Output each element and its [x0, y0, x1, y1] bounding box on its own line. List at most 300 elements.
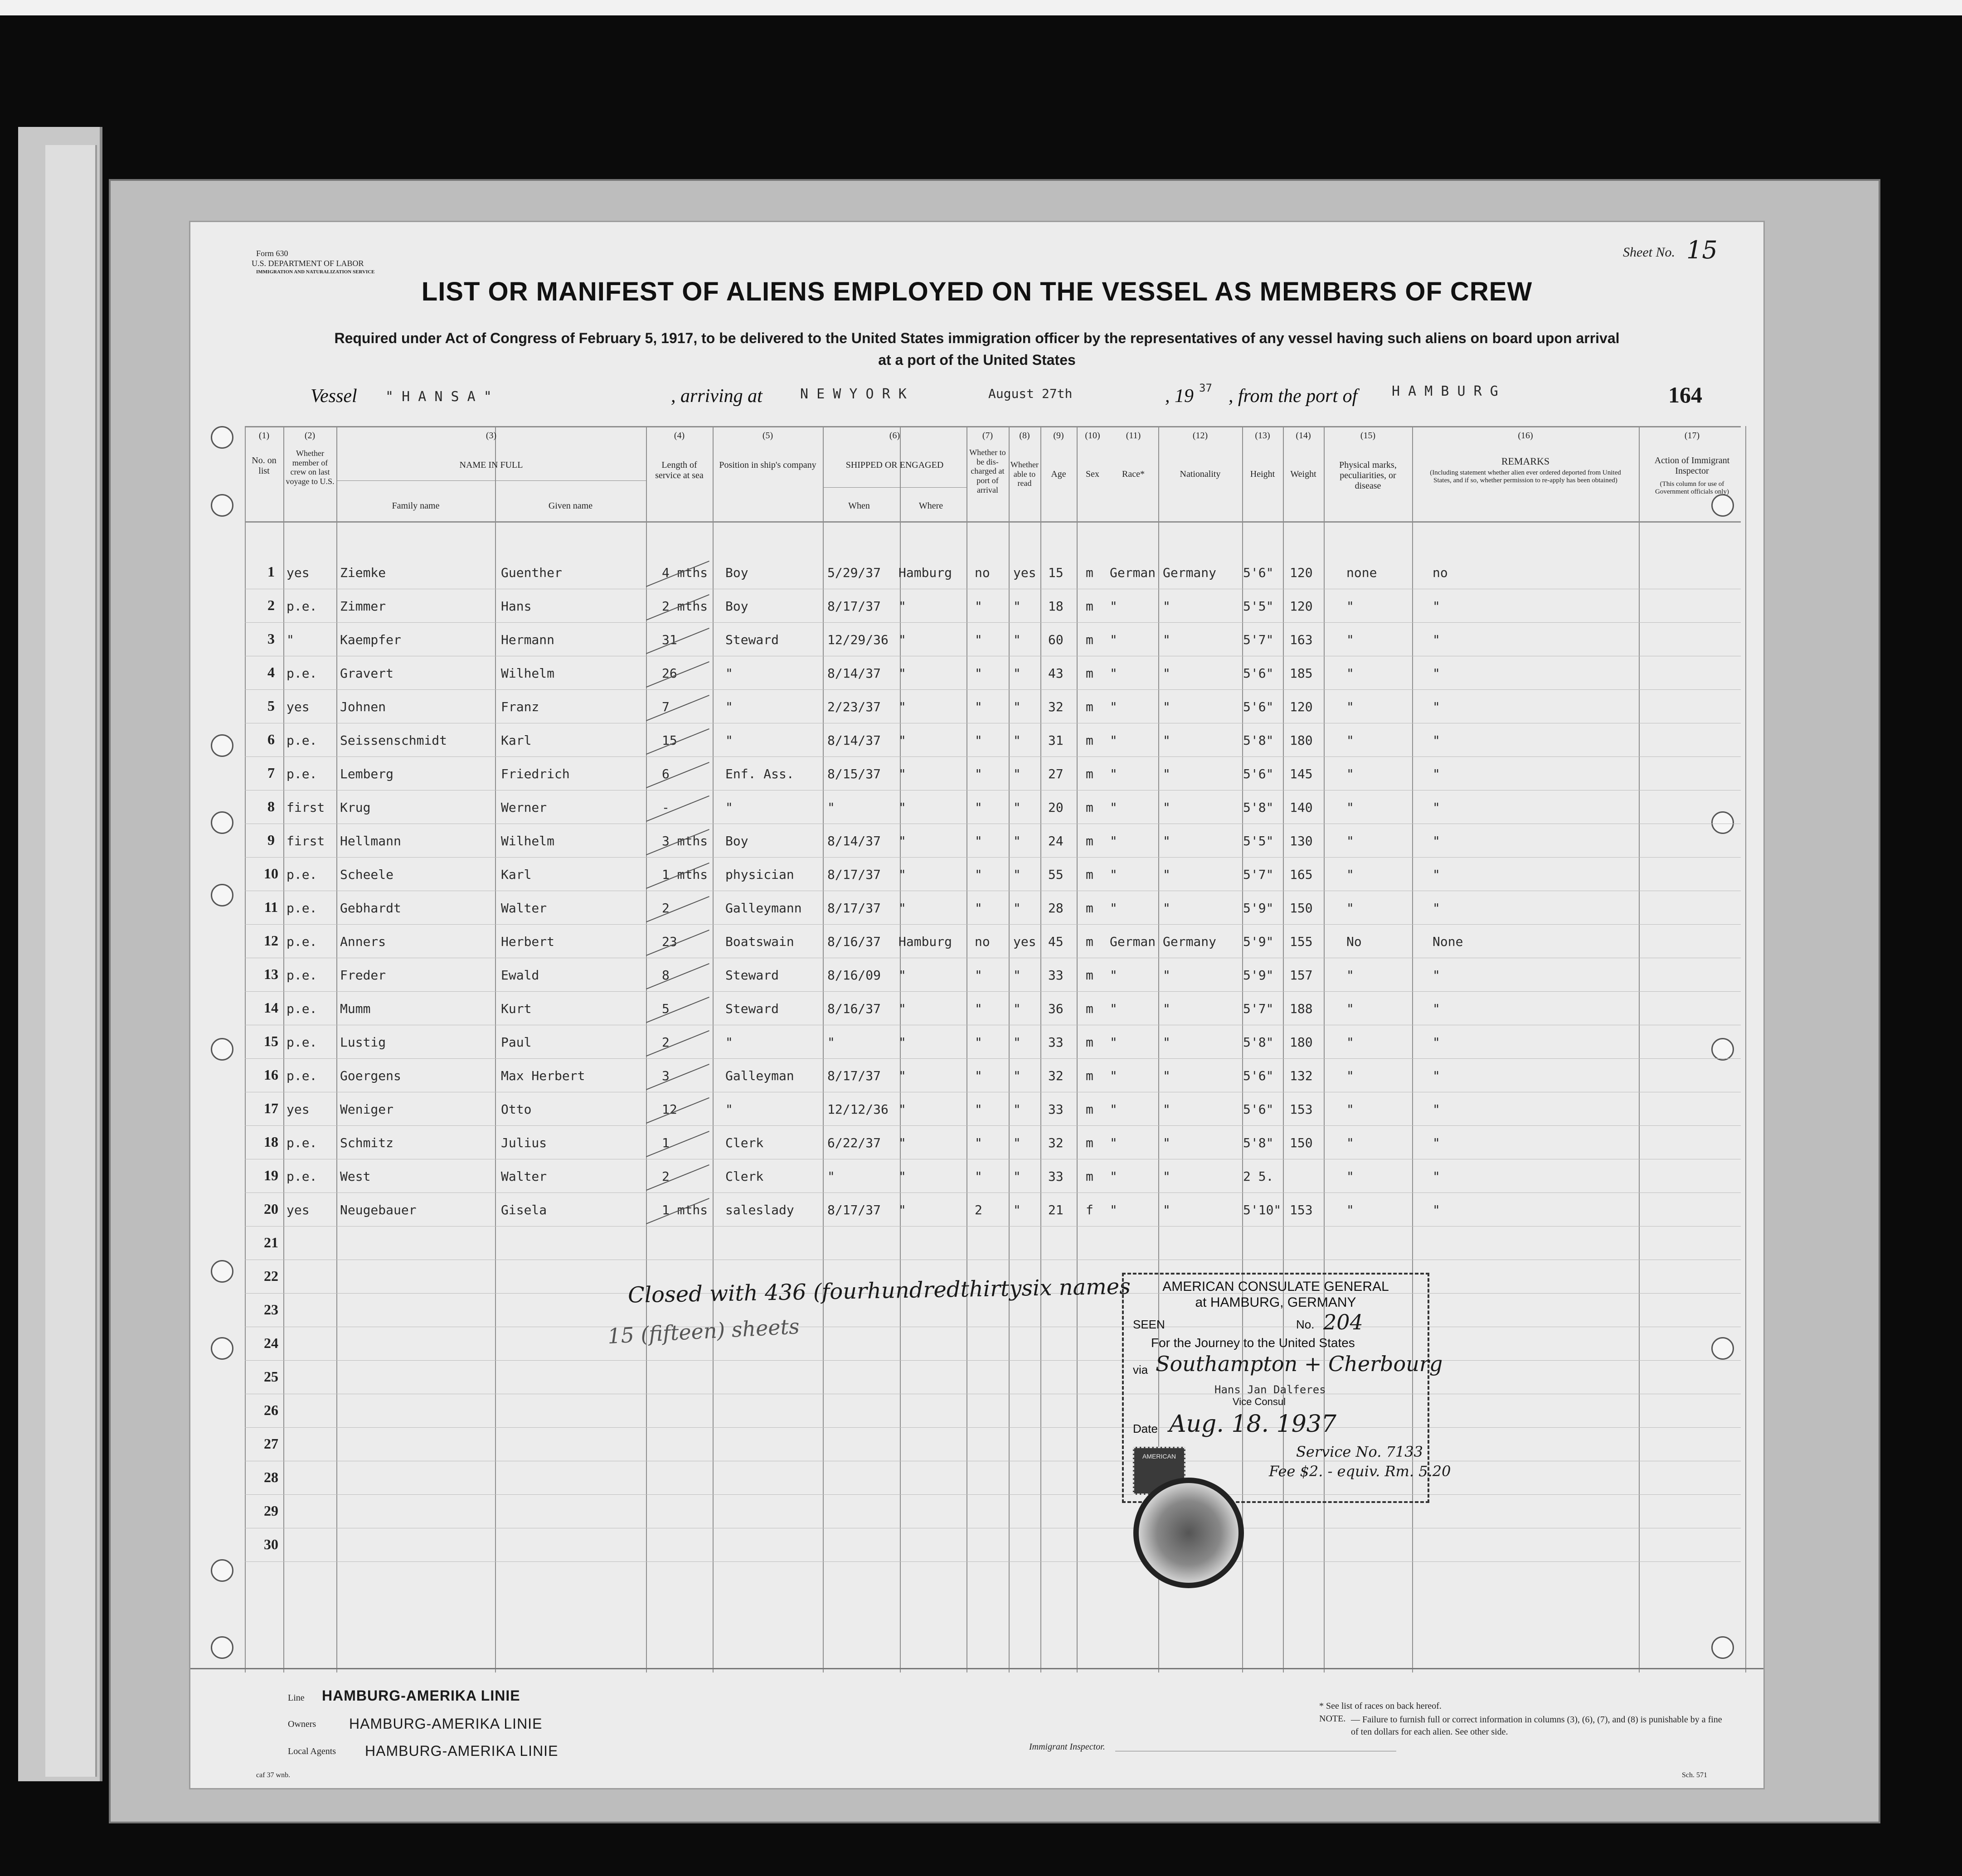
row-number: 1 — [267, 563, 275, 580]
family-name-cell: Neugebauer — [340, 1202, 417, 1217]
height-cell: 2 5. — [1243, 1169, 1274, 1184]
height-cell: 5'6" — [1243, 565, 1274, 580]
physical-cell: " — [1346, 867, 1354, 882]
col-num: (16) — [1518, 431, 1533, 441]
physical-cell: " — [1346, 1001, 1354, 1016]
able-read-cell: " — [1013, 1135, 1021, 1150]
punch-hole — [211, 426, 233, 449]
row-rule — [245, 1192, 1741, 1193]
row-rule — [245, 1360, 1741, 1361]
nationality-cell: " — [1163, 1001, 1170, 1016]
position-cell: Galleymann — [725, 901, 802, 916]
able-read-cell: " — [1013, 1001, 1021, 1016]
remarks-cell: " — [1433, 632, 1440, 647]
shipped-when-cell: 8/15/37 — [827, 766, 881, 781]
sex-cell: m — [1086, 1068, 1093, 1083]
arriving-label: , arriving at — [671, 386, 762, 407]
race-cell: " — [1110, 901, 1117, 916]
table-top-rule — [245, 426, 1741, 427]
family-name-cell: Freder — [340, 968, 386, 983]
shipped-where-cell: " — [898, 1202, 906, 1217]
header-bottom-rule — [245, 521, 1741, 523]
discharged-cell: " — [975, 834, 982, 848]
family-name-cell: Seissenschmidt — [340, 733, 447, 748]
length-service-cell: 3 — [662, 1068, 670, 1083]
race-cell: German — [1110, 565, 1156, 580]
shipped-when-cell: " — [827, 800, 835, 815]
weight-cell: 120 — [1290, 565, 1313, 580]
given-name-cell: Walter — [501, 1169, 547, 1184]
weight-cell: 153 — [1290, 1102, 1313, 1117]
tally-stroke — [646, 695, 709, 721]
tally-stroke — [646, 1064, 709, 1090]
nationality-cell: " — [1163, 733, 1170, 748]
able-read-cell: yes — [1013, 934, 1036, 949]
col-num: (17) — [1684, 431, 1700, 441]
col-rule — [1077, 426, 1078, 1672]
height-cell: 5'6" — [1243, 1068, 1274, 1083]
punch-hole — [211, 884, 233, 906]
shipped-where-cell: " — [898, 1035, 906, 1050]
remarks-cell: " — [1433, 968, 1440, 983]
row-number: 17 — [264, 1100, 278, 1116]
row-number: 28 — [264, 1469, 278, 1485]
discharged-cell: " — [975, 766, 982, 781]
punch-hole — [211, 494, 233, 517]
subtitle — [258, 327, 1695, 371]
given-name-cell: Walter — [501, 901, 547, 916]
member-cell: p.e. — [287, 901, 317, 916]
age-cell: 32 — [1048, 1135, 1064, 1150]
shipped-where-cell: " — [898, 1102, 906, 1117]
note-label: NOTE. — [1319, 1714, 1346, 1724]
physical-cell: " — [1346, 699, 1354, 714]
member-cell: first — [287, 800, 325, 815]
length-service-cell: 31 — [662, 632, 677, 647]
sex-cell: m — [1086, 766, 1093, 781]
row-rule — [245, 756, 1741, 757]
weight-cell: 180 — [1290, 733, 1313, 748]
length-service-cell: 2 — [662, 1169, 670, 1184]
nationality-cell: " — [1163, 800, 1170, 815]
col-num: (11) — [1126, 431, 1141, 441]
member-cell: p.e. — [287, 1035, 317, 1050]
physical-cell: " — [1346, 968, 1354, 983]
shipped-where-cell: " — [898, 901, 906, 916]
member-cell: p.e. — [287, 666, 317, 681]
able-read-cell: " — [1013, 1035, 1021, 1050]
age-cell: 31 — [1048, 733, 1064, 748]
age-cell: 24 — [1048, 834, 1064, 848]
weight-cell: 155 — [1290, 934, 1313, 949]
owners-label: Owners — [288, 1719, 316, 1729]
given-name-cell: Hermann — [501, 632, 555, 647]
row-rule — [245, 1427, 1741, 1428]
weight-cell: 153 — [1290, 1202, 1313, 1217]
discharged-cell: no — [975, 934, 990, 949]
weight-cell: 188 — [1290, 1001, 1313, 1016]
punch-hole — [1711, 1337, 1734, 1360]
shipped-where-cell: " — [898, 699, 906, 714]
header-race: Race* — [1122, 469, 1145, 479]
physical-cell: none — [1346, 565, 1377, 580]
age-cell: 32 — [1048, 1068, 1064, 1083]
nationality-cell: Germany — [1163, 565, 1217, 580]
discharged-cell: " — [975, 800, 982, 815]
given-name-cell: Franz — [501, 699, 539, 714]
service-number: Service No. 7133 — [1296, 1443, 1423, 1460]
line-label: Line — [288, 1693, 305, 1703]
shipped-when-cell: 12/12/36 — [827, 1102, 889, 1117]
header-action: Action of Immigrant Inspector — [1654, 456, 1730, 476]
via-route: Southampton + Cherbourg — [1156, 1352, 1443, 1376]
race-cell: " — [1110, 1169, 1117, 1184]
seen-label: SEEN — [1133, 1318, 1165, 1331]
from-label: , from the port of — [1229, 386, 1358, 407]
able-read-cell: " — [1013, 733, 1021, 748]
nationality-cell: " — [1163, 1102, 1170, 1117]
subtitle-line-2: at a port of the United States — [878, 352, 1076, 368]
remarks-cell: " — [1433, 1068, 1440, 1083]
closing-note: Closed with 436 (fourhundredthirtysix names — [627, 1274, 1131, 1308]
age-cell: 33 — [1048, 1169, 1064, 1184]
able-read-cell: " — [1013, 1202, 1021, 1217]
weight-cell: 157 — [1290, 968, 1313, 983]
sex-cell: m — [1086, 733, 1093, 748]
remarks-cell: no — [1433, 565, 1448, 580]
discharged-cell: " — [975, 699, 982, 714]
height-cell: 5'10" — [1243, 1202, 1282, 1217]
physical-cell: " — [1346, 1068, 1354, 1083]
punch-hole — [211, 811, 233, 834]
shipped-when-cell: 8/17/37 — [827, 599, 881, 614]
col-rule — [1745, 426, 1746, 1672]
header-age: Age — [1051, 469, 1066, 479]
col-num: (7) — [982, 431, 993, 441]
family-name-cell: Gravert — [340, 666, 394, 681]
col-num: (6) — [889, 431, 900, 441]
tally-stroke — [646, 1097, 709, 1124]
vessel-label: Vessel — [311, 386, 357, 407]
height-cell: 5'5" — [1243, 599, 1274, 614]
nationality-cell: " — [1163, 699, 1170, 714]
header-discharged: Whether to be dis-charged at port of arrival — [969, 448, 1006, 494]
row-number: 25 — [264, 1368, 278, 1385]
race-cell: " — [1110, 1068, 1117, 1083]
row-number: 9 — [267, 832, 275, 848]
physical-cell: " — [1346, 901, 1354, 916]
row-number: 22 — [264, 1268, 278, 1284]
stacked-pages-edge-inner — [45, 145, 97, 1777]
service-name: IMMIGRATION AND NATURALIZATION SERVICE — [256, 269, 375, 275]
race-cell: " — [1110, 766, 1117, 781]
physical-cell: " — [1346, 1202, 1354, 1217]
consul-title: Vice Consul — [1233, 1396, 1286, 1407]
position-cell: Clerk — [725, 1135, 764, 1150]
remarks-cell: " — [1433, 1135, 1440, 1150]
schedule-number: Sch. 571 — [1682, 1771, 1707, 1779]
position-cell: salesladу — [725, 1202, 794, 1217]
discharged-cell: 2 — [975, 1202, 982, 1217]
able-read-cell: " — [1013, 699, 1021, 714]
nationality-cell: " — [1163, 1035, 1170, 1050]
able-read-cell: " — [1013, 1102, 1021, 1117]
shipped-where-cell: " — [898, 1001, 906, 1016]
shipped-when-cell: 12/29/36 — [827, 632, 889, 647]
race-cell: " — [1110, 1001, 1117, 1016]
tally-stroke — [646, 963, 709, 989]
height-cell: 5'8" — [1243, 1035, 1274, 1050]
member-cell: p.e. — [287, 934, 317, 949]
col-rule — [966, 426, 967, 1672]
punch-hole — [211, 1636, 233, 1659]
race-cell: " — [1110, 1102, 1117, 1117]
age-cell: 15 — [1048, 565, 1064, 580]
nationality-cell: " — [1163, 666, 1170, 681]
member-cell: p.e. — [287, 968, 317, 983]
footer — [190, 1668, 1763, 1789]
remarks-cell: " — [1433, 666, 1440, 681]
sex-cell: m — [1086, 901, 1093, 916]
remarks-cell: " — [1433, 834, 1440, 848]
age-cell: 21 — [1048, 1202, 1064, 1217]
shipped-when-cell: 8/16/37 — [827, 1001, 881, 1016]
family-name-cell: Gebhardt — [340, 901, 401, 916]
discharged-cell: " — [975, 733, 982, 748]
shipped-when-cell: 8/17/37 — [827, 1068, 881, 1083]
col-num: (8) — [1019, 431, 1030, 441]
given-name-cell: Gisela — [501, 1202, 547, 1217]
family-name-cell: Zimmer — [340, 599, 386, 614]
header-when: When — [848, 501, 870, 511]
position-cell: Boy — [725, 565, 748, 580]
races-note: * See list of races on back hereof. — [1319, 1701, 1442, 1711]
family-name-cell: Krug — [340, 800, 371, 815]
header-nationality: Nationality — [1180, 469, 1221, 479]
able-read-cell: " — [1013, 867, 1021, 882]
weight-cell: 150 — [1290, 1135, 1313, 1150]
shipped-where-cell: " — [898, 632, 906, 647]
subtitle-line-1: Required under Act of Congress of February 5, 1917, to be delivered to the United States immigration officer by the representatives of any vessel having such aliens on board upon arrival — [334, 330, 1620, 346]
col-rule — [245, 426, 246, 1672]
position-cell: Boy — [725, 834, 748, 848]
family-name-cell: Weniger — [340, 1102, 394, 1117]
line-value: HAMBURG-AMERIKA LINIE — [322, 1687, 520, 1704]
agents-value: HAMBURG-AMERIKA LINIE — [365, 1743, 558, 1759]
row-rule — [245, 1058, 1741, 1059]
vessel-name: " H A N S A " — [385, 389, 492, 405]
nationality-cell: " — [1163, 599, 1170, 614]
given-name-cell: Werner — [501, 800, 547, 815]
header-remarks: REMARKS — [1501, 456, 1550, 467]
remarks-cell: " — [1433, 699, 1440, 714]
stamp-no-label: No. — [1296, 1318, 1315, 1331]
discharged-cell: " — [975, 867, 982, 882]
remarks-cell: " — [1433, 766, 1440, 781]
sex-cell: m — [1086, 1169, 1093, 1184]
physical-cell: " — [1346, 599, 1354, 614]
shipped-when-cell: 8/17/37 — [827, 1202, 881, 1217]
row-number: 13 — [264, 966, 278, 982]
height-cell: 5'6" — [1243, 699, 1274, 714]
col-num: (9) — [1053, 431, 1064, 441]
physical-cell: " — [1346, 1035, 1354, 1050]
stamp-no-value: 204 — [1323, 1310, 1363, 1334]
row-number: 19 — [264, 1167, 278, 1183]
remarks-cell: " — [1433, 733, 1440, 748]
age-cell: 27 — [1048, 766, 1064, 781]
consulate-stamp — [1122, 1273, 1451, 1503]
inspector-label: Immigrant Inspector. — [1029, 1742, 1105, 1752]
row-rule — [245, 857, 1741, 858]
race-cell: " — [1110, 699, 1117, 714]
header-where: Where — [918, 501, 943, 511]
consulate-name: AMERICAN CONSULATE GENERAL — [1162, 1279, 1389, 1294]
nationality-cell: " — [1163, 1169, 1170, 1184]
consulate-seal — [1133, 1478, 1244, 1588]
member-cell: yes — [287, 699, 310, 714]
able-read-cell: " — [1013, 901, 1021, 916]
col-rule — [713, 426, 714, 1672]
age-cell: 33 — [1048, 1102, 1064, 1117]
age-cell: 55 — [1048, 867, 1064, 882]
punch-hole — [1711, 1636, 1734, 1659]
col-num: (15) — [1360, 431, 1376, 441]
sheet-number: 15 — [1686, 236, 1718, 264]
race-cell: " — [1110, 599, 1117, 614]
able-read-cell: " — [1013, 968, 1021, 983]
given-name-cell: Julius — [501, 1135, 547, 1150]
tally-stroke — [646, 1131, 709, 1157]
year-label: , 19 — [1165, 386, 1194, 407]
family-name-cell: Kaempfer — [340, 632, 401, 647]
row-rule — [245, 1494, 1741, 1495]
height-cell: 5'5" — [1243, 834, 1274, 848]
length-service-cell: 26 — [662, 666, 677, 681]
weight-cell: 120 — [1290, 599, 1313, 614]
shipped-where-cell: " — [898, 733, 906, 748]
shipped-where-cell: " — [898, 766, 906, 781]
remarks-cell: " — [1433, 1001, 1440, 1016]
shipped-where-cell: " — [898, 599, 906, 614]
given-name-cell: Friedrich — [501, 766, 570, 781]
family-name-cell: Anners — [340, 934, 386, 949]
row-number: 23 — [264, 1301, 278, 1318]
shipped-when-cell: 8/16/37 — [827, 934, 881, 949]
printer-mark: caf 37 wnb. — [256, 1771, 291, 1779]
weight-cell: 140 — [1290, 800, 1313, 815]
physical-cell: " — [1346, 733, 1354, 748]
weight-cell: 163 — [1290, 632, 1313, 647]
shipped-when-cell: 8/14/37 — [827, 834, 881, 848]
header-physical: Physical marks, peculiarities, or disease — [1339, 460, 1397, 491]
punch-hole — [211, 1559, 233, 1582]
given-name-cell: Guenther — [501, 565, 562, 580]
row-number: 4 — [267, 664, 275, 680]
col-num: (13) — [1255, 431, 1270, 441]
sheet-label: Sheet No. — [1623, 245, 1675, 260]
member-cell: p.e. — [287, 867, 317, 882]
able-read-cell: " — [1013, 766, 1021, 781]
discharged-cell: " — [975, 1169, 982, 1184]
member-cell: p.e. — [287, 1135, 317, 1150]
position-cell: " — [725, 1102, 733, 1117]
department-name: U.S. DEPARTMENT OF LABOR — [252, 259, 364, 268]
consulate-city: at HAMBURG, GERMANY — [1195, 1295, 1356, 1310]
height-cell: 5'9" — [1243, 901, 1274, 916]
weight-cell: 180 — [1290, 1035, 1313, 1050]
discharged-cell: " — [975, 1035, 982, 1050]
discharged-cell: " — [975, 1135, 982, 1150]
able-read-cell: " — [1013, 1068, 1021, 1083]
col-rule — [646, 426, 647, 1672]
nationality-cell: " — [1163, 867, 1170, 882]
age-cell: 32 — [1048, 699, 1064, 714]
shipped-where-cell: " — [898, 666, 906, 681]
height-cell: 5'7" — [1243, 1001, 1274, 1016]
shipped-where-cell: " — [898, 1135, 906, 1150]
tally-stroke — [646, 795, 709, 822]
able-read-cell: " — [1013, 834, 1021, 848]
punch-hole — [1711, 811, 1734, 834]
position-cell: Clerk — [725, 1169, 764, 1184]
name-subrule — [336, 480, 646, 481]
via-label: via — [1133, 1363, 1148, 1377]
given-name-cell: Karl — [501, 733, 532, 748]
header-height: Height — [1250, 469, 1275, 479]
col-num: (5) — [762, 431, 773, 441]
col-rule — [823, 426, 824, 1672]
col-num: (1) — [258, 431, 270, 441]
physical-cell: " — [1346, 766, 1354, 781]
owners-value: HAMBURG-AMERIKA LINIE — [349, 1716, 543, 1732]
age-cell: 33 — [1048, 1035, 1064, 1050]
shipped-when-cell: 2/23/37 — [827, 699, 881, 714]
row-number: 30 — [264, 1536, 278, 1552]
stamp-date-value: Aug. 18. 1937 — [1169, 1411, 1336, 1438]
race-cell: " — [1110, 666, 1117, 681]
tally-stroke — [646, 762, 709, 788]
race-cell: " — [1110, 1202, 1117, 1217]
member-cell: yes — [287, 1102, 310, 1117]
family-name-cell: Lemberg — [340, 766, 394, 781]
nationality-cell: Germany — [1163, 934, 1217, 949]
race-cell: " — [1110, 800, 1117, 815]
family-name-cell: Schmitz — [340, 1135, 394, 1150]
position-cell: Galleyman — [725, 1068, 794, 1083]
stamp-date-label: Date — [1133, 1422, 1158, 1435]
punch-hole — [211, 1260, 233, 1283]
nationality-cell: " — [1163, 968, 1170, 983]
physical-cell: " — [1346, 632, 1354, 647]
remarks-cell: " — [1433, 1202, 1440, 1217]
given-name-cell: Wilhelm — [501, 666, 555, 681]
able-read-cell: " — [1013, 632, 1021, 647]
discharged-cell: " — [975, 599, 982, 614]
length-service-cell: 1 — [662, 1135, 670, 1150]
sex-cell: m — [1086, 1102, 1093, 1117]
length-service-cell: 4 mths — [662, 565, 708, 580]
row-number: 21 — [264, 1234, 278, 1251]
revenue-stamp-text: AMERICAN — [1142, 1453, 1176, 1460]
row-number: 20 — [264, 1201, 278, 1217]
height-cell: 5'9" — [1243, 934, 1274, 949]
position-cell: physician — [725, 867, 794, 882]
given-name-cell: Kurt — [501, 1001, 532, 1016]
height-cell: 5'6" — [1243, 1102, 1274, 1117]
row-number: 10 — [264, 865, 278, 882]
race-cell: " — [1110, 1035, 1117, 1050]
